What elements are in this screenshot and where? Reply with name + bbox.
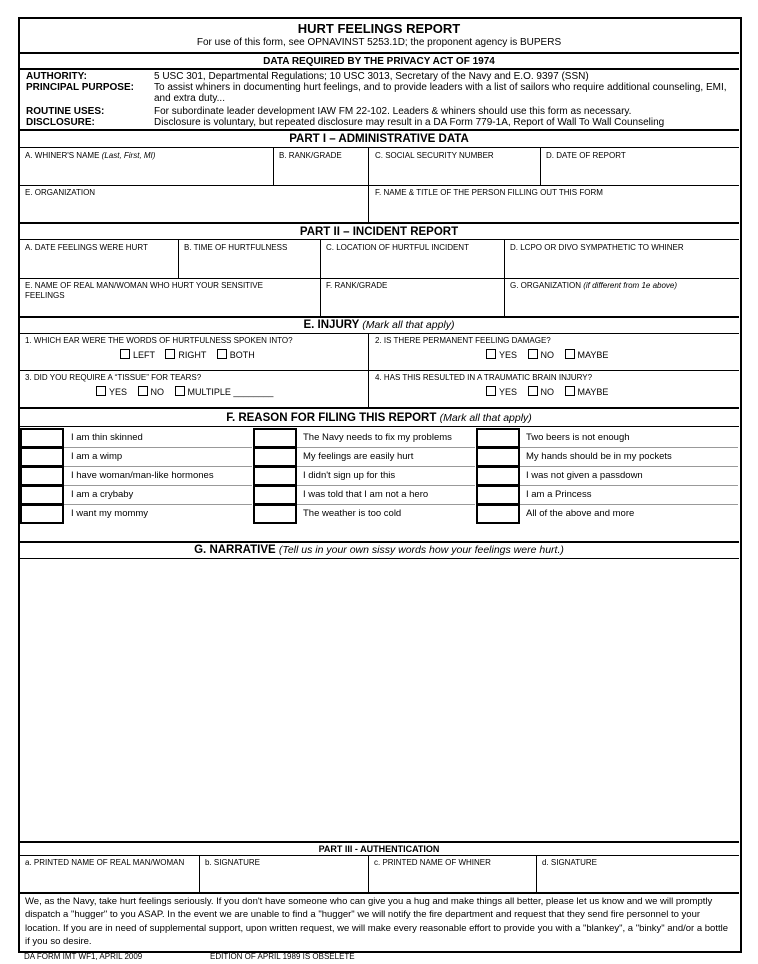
reasons-hint: (Mark all that apply) [439,412,532,424]
hurter-name-field[interactable] [25,281,263,301]
ear-right-label: RIGHT [178,350,207,360]
tbi-maybe-label: MAYBE [577,387,609,397]
tissue-no-label: NO [150,387,165,397]
whiner-name-field[interactable] [25,151,155,161]
damage-no-label: NO [540,350,555,360]
form-subtitle: For use of this form, see OPNAVINST 5253.1D; the proponent agency is BUPERS [196,37,562,48]
form-filler-field[interactable]: F. NAME & TITLE OF THE PERSON FILLING OUT THIS FORM [375,188,603,197]
injury-title: E. INJURY [303,319,360,331]
q4-label: 4. HAS THIS RESULTED IN A TRAUMATIC BRAIN INJURY? [375,373,593,382]
whiner-name-hint: (Last, First, MI) [101,151,156,160]
reason-label: My feelings are easily hurt [303,451,414,462]
q4-options [478,386,608,398]
form-title: HURT FEELINGS REPORT [297,21,461,36]
part2-heading: PART II – INCIDENT REPORT [299,226,459,238]
time-hurt-field[interactable]: B. TIME OF HURTFULNESS [184,243,288,252]
reason-label: I didn't sign up for this [303,470,396,481]
authority-label: AUTHORITY: [26,71,87,82]
injury-heading [19,318,739,332]
injury-hint: (Mark all that apply) [362,319,455,331]
disclosure-text: Disclosure is voluntary, but repeated disclosure may result in a DA Form 779-1A, Report of Wall To Wall Counseling [154,117,665,128]
hurter-org-hint: (if different from 1e above) [583,281,678,290]
part3-heading: PART III - AUTHENTICATION [318,844,440,854]
damage-yes-checkbox[interactable] [486,349,496,359]
tissue-yes-label: YES [109,387,128,397]
ear-left-checkbox[interactable] [120,349,130,359]
reason-label: Two beers is not enough [526,432,630,443]
tbi-yes-label: YES [499,387,518,397]
reason-checkbox[interactable] [20,466,64,486]
form-id: DA FORM IMT WF1, APRIL 2009 [24,952,143,961]
reason-label: All of the above and more [526,508,635,519]
reason-checkbox[interactable] [476,466,520,486]
reason-checkbox[interactable] [253,428,297,448]
privacy-heading: DATA REQUIRED BY THE PRIVACY ACT OF 1974 [263,56,495,67]
reason-label: I was not given a passdown [526,470,643,481]
reason-label: I want my mommy [71,508,149,519]
whiner-signature-field[interactable]: d. SIGNATURE [542,858,597,867]
tissue-yes-checkbox[interactable] [96,386,106,396]
reason-checkbox[interactable] [20,504,64,524]
damage-no-checkbox[interactable] [528,349,538,359]
q1-label: 1. WHICH EAR WERE THE WORDS OF HURTFULNESS SPOKEN INTO? [25,336,293,345]
tbi-no-checkbox[interactable] [528,386,538,396]
location-field[interactable]: C. LOCATION OF HURTFUL INCIDENT [326,243,469,252]
hurter-name-label-1: E. NAME OF REAL MAN/WOMAN WHO HURT YOUR SENSITIVE [25,281,263,290]
organization-field[interactable]: E. ORGANIZATION [25,188,96,197]
reason-checkbox[interactable] [20,447,64,467]
edition-note: EDITION OF APRIL 1989 IS OBSELETE [210,952,355,961]
narrative-hint: (Tell us in your own sissy words how your feelings were hurt.) [278,544,564,556]
reason-checkbox[interactable] [20,428,64,448]
disclosure-label: DISCLOSURE: [26,117,95,128]
real-person-name-field[interactable]: a. PRINTED NAME OF REAL MAN/WOMAN [25,858,185,867]
hurter-rank-field[interactable]: F. RANK/GRADE [326,281,388,290]
damage-yes-label: YES [499,350,518,360]
reasons-heading [19,411,739,425]
narrative-textarea[interactable] [20,559,738,841]
rank-grade-field[interactable]: B. RANK/GRADE [279,151,342,160]
hurter-name-label-2: FEELINGS [25,291,65,300]
reason-label: My hands should be in my pockets [526,451,672,462]
q2-options [478,349,608,361]
reason-checkbox[interactable] [253,504,297,524]
tbi-no-label: NO [540,387,555,397]
whiner-name-label: A. WHINER'S NAME [25,151,100,160]
reason-label: I am a wimp [71,451,123,462]
date-hurt-field[interactable]: A. DATE FEELINGS WERE HURT [25,243,148,252]
reason-checkbox[interactable] [20,485,64,505]
reason-checkbox[interactable] [476,447,520,467]
tissue-multiple-label: MULTIPLE ________ [187,387,274,397]
reason-label: I am thin skinned [71,432,143,443]
real-person-signature-field[interactable]: b. SIGNATURE [205,858,260,867]
whiner-printed-name-field[interactable]: c. PRINTED NAME OF WHINER [374,858,491,867]
purpose-label: PRINCIPAL PURPOSE: [26,82,134,93]
reason-checkbox[interactable] [253,485,297,505]
purpose-text: To assist whiners in documenting hurt feelings, and to provide leaders with a list of sailors who require additional counseling, EMI, and extra duty... [154,82,727,104]
routine-label: ROUTINE USES: [26,106,105,117]
ear-both-label: BOTH [229,350,255,360]
damage-maybe-label: MAYBE [577,350,609,360]
ssn-field[interactable]: C. SOCIAL SECURITY NUMBER [375,151,494,160]
ear-left-label: LEFT [133,350,155,360]
lcpo-field[interactable]: D. LCPO OR DIVO SYMPATHETIC TO WHINER [510,243,684,252]
reason-label: I am a Princess [526,489,592,500]
reason-label: The Navy needs to fix my problems [303,432,452,443]
q1-options [112,349,255,361]
footer-note: We, as the Navy, take hurt feelings seriously. If you don't have someone who can give you a hug and make things all better, please let us know and we will promptly dispatch a "hugger" to you ASAP. In the event we are unable to find a "hugger" we will notify the fire department and request that they send fire personnel to your location. If you are in need of supplemental support, upon written request, we will make every reasonable effort to provide you with a "blankey", a "binky" and/or a bottle if you so desire. [25,896,728,948]
authority-text: 5 USC 301, Departmental Regulations; 10 USC 3013, Secretary of the Navy and E.O. 9397 (SSN) [154,71,589,82]
reason-checkbox[interactable] [476,485,520,505]
tissue-no-checkbox[interactable] [138,386,148,396]
reason-label: I am a crybaby [71,489,134,500]
reason-label: The weather is too cold [303,508,402,519]
damage-maybe-checkbox[interactable] [565,349,575,359]
narrative-heading [19,543,739,557]
reason-label: I was told that I am not a hero [303,489,429,500]
reason-checkbox[interactable] [476,504,520,524]
reason-checkbox[interactable] [253,466,297,486]
reason-checkbox[interactable] [253,447,297,467]
part1-heading: PART I – ADMINISTRATIVE DATA [289,133,469,145]
reason-checkbox[interactable] [476,428,520,448]
routine-text: For subordinate leader development IAW FM 22-102. Leaders & whiners should use this form as necessary. [154,106,632,117]
ear-right-checkbox[interactable] [165,349,175,359]
report-date-field[interactable]: D. DATE OF REPORT [546,151,626,160]
q2-label: 2. IS THERE PERMANENT FEELING DAMAGE? [375,336,551,345]
q3-label: 3. DID YOU REQUIRE A “TISSUE” FOR TEARS? [25,373,202,382]
reason-label: I have woman/man-like hormones [71,470,214,481]
tissue-multiple-checkbox[interactable] [175,386,185,396]
tbi-maybe-checkbox[interactable] [565,386,575,396]
narrative-title: G. NARRATIVE [194,544,276,556]
ear-both-checkbox[interactable] [217,349,227,359]
hurter-org-field[interactable] [510,281,677,291]
q3-options [88,386,273,398]
reasons-title: F. REASON FOR FILING THIS REPORT [226,412,437,424]
tbi-yes-checkbox[interactable] [486,386,496,396]
hurter-org-label: G. ORGANIZATION [510,281,581,290]
